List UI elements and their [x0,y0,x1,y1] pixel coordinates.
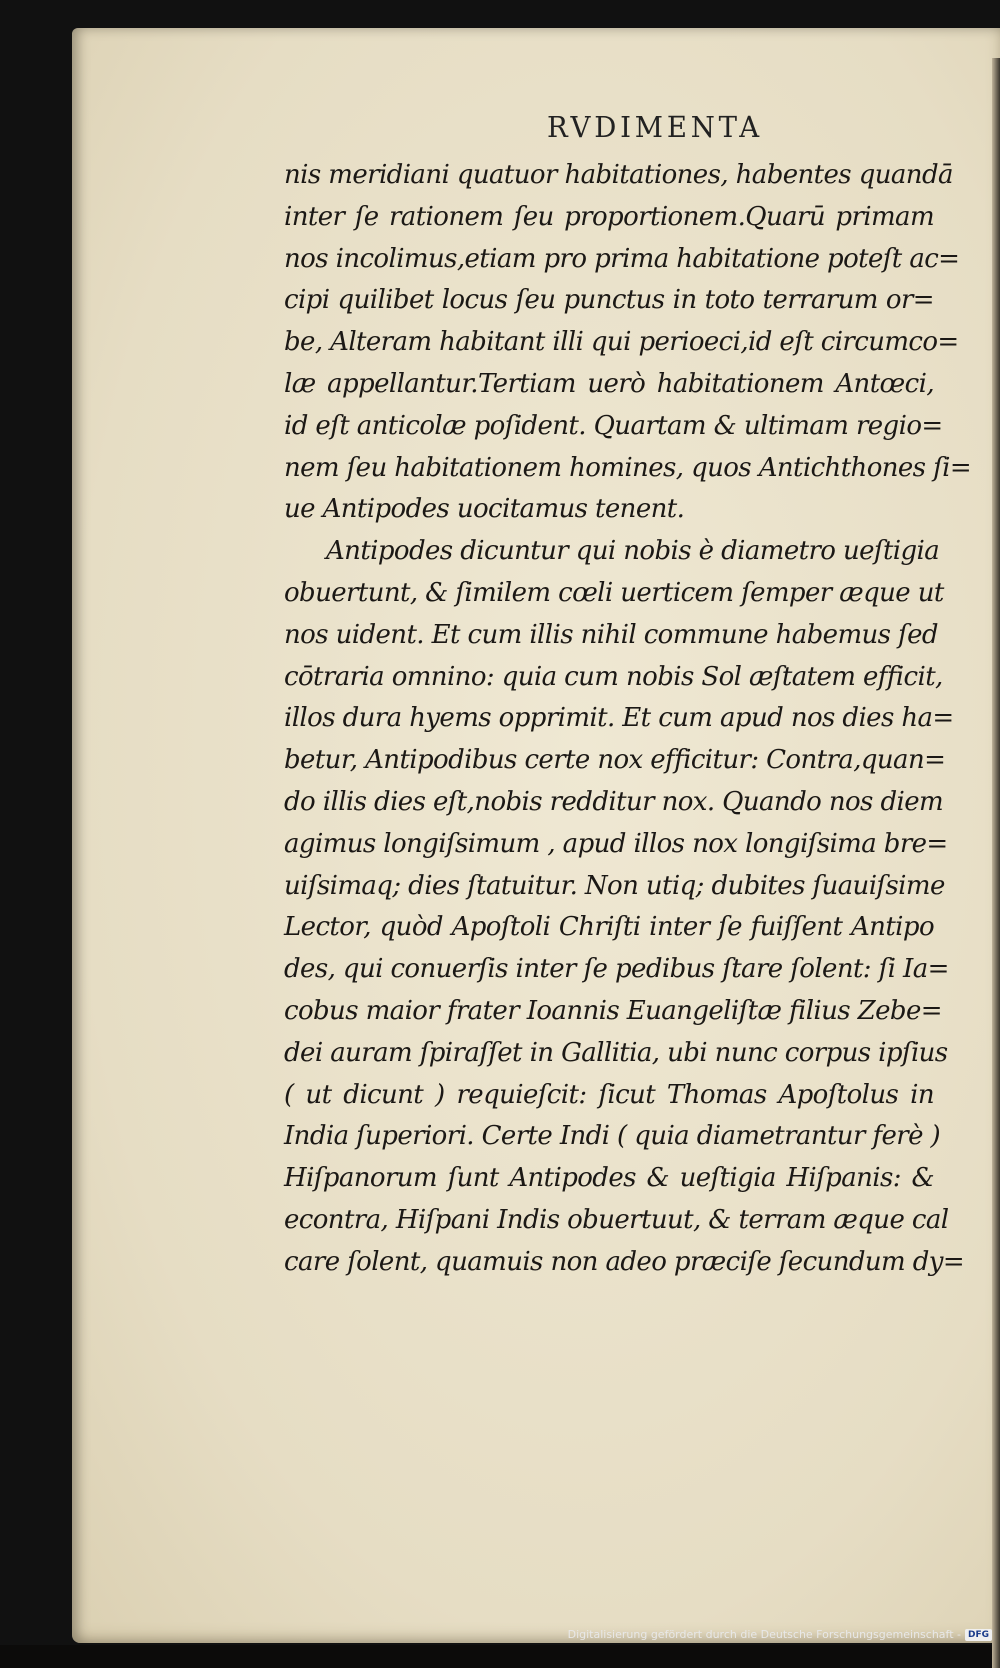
dfg-logo-icon: DFG [965,1629,992,1641]
text-line: nos uident. Et cum illis nihil commune habemus ſed [284,619,938,650]
text-line: agimus longiſsimum , apud illos nox longiſsima bre= [284,828,948,859]
text-line: nos incolimus,etiam pro prima habitatione poteſt ac= [284,243,960,274]
text-line: Lector, quòd Apoſtoli Chriſti inter ſe fuiſſent Antipo [284,912,934,943]
digitization-footer [568,1628,992,1641]
text-line: ( ut dicunt ) requieſcit: ſicut Thomas Apoſtolus in [284,1079,934,1110]
text-line: do illis dies eſt,nobis redditur nox. Quando nos diem [284,786,944,817]
text-line: betur, Antipodibus certe nox efficitur: Contra,quan= [284,745,946,776]
text-line: care ſolent, quamuis non adeo præciſe ſecundum dy= [284,1246,965,1277]
text-line: uiſsimaq; dies ſtatuitur. Non utiq; dubites ſuauiſsime [284,870,945,901]
text-line: obuertunt, & ſimilem cœli uerticem ſemper æque ut [284,577,944,608]
text-line: nis meridiani quatuor habitationes, habentes quandā [284,160,953,190]
text-line: nem ſeu habitationem homines, quos Antichthones ſi= [284,452,972,483]
text-line: inter ſe rationem ſeu proportionem.Quarū primam [284,201,934,232]
running-head: RVDIMENTA [546,110,764,144]
text-line: Antipodes dicuntur qui nobis è diametro ueſtigia [326,536,940,567]
body-text [284,155,972,1284]
text-line: India ſuperiori. Certe Indi ( quia diametrantur ferè ) [284,1121,941,1152]
text-line: dei auram ſpiraſſet in Gallitia, ubi nunc corpus ipſius [284,1037,948,1068]
text-line: Hiſpanorum ſunt Antipodes & ueſtigia Hiſpanis: & [284,1163,934,1194]
text-line: cobus maior frater Ioannis Euangeliſtæ filius Zebe= [284,995,942,1026]
text-line: econtra, Hiſpani Indis obuertuut, & terram æque cal [284,1204,949,1235]
text-line: ue Antipodes uocitamus tenent. [284,494,685,525]
text-line: id eſt anticolæ poſident. Quartam & ultimam regio= [284,410,943,441]
text-line: des, qui conuerſis inter ſe pedibus ſtare ſolent: ſi Ia= [284,954,949,985]
text-line: cōtraria omnino: quia cum nobis Sol æſtatem efficit, [284,661,943,692]
footer-text: Digitalisierung gefördert durch die Deutsche Forschungsgemeinschaft - [567,1628,961,1641]
page-edge [992,58,1000,1668]
text-line: be, Alteram habitant illi qui perioeci,id eſt circumco= [284,327,959,358]
text-line: cipi quilibet locus ſeu punctus in toto terrarum or= [284,285,934,316]
text-line: illos dura hyems opprimit. Et cum apud nos dies ha= [284,703,954,734]
text-line: læ appellantur.Tertiam uerò habitationem Antœci, [284,368,934,399]
